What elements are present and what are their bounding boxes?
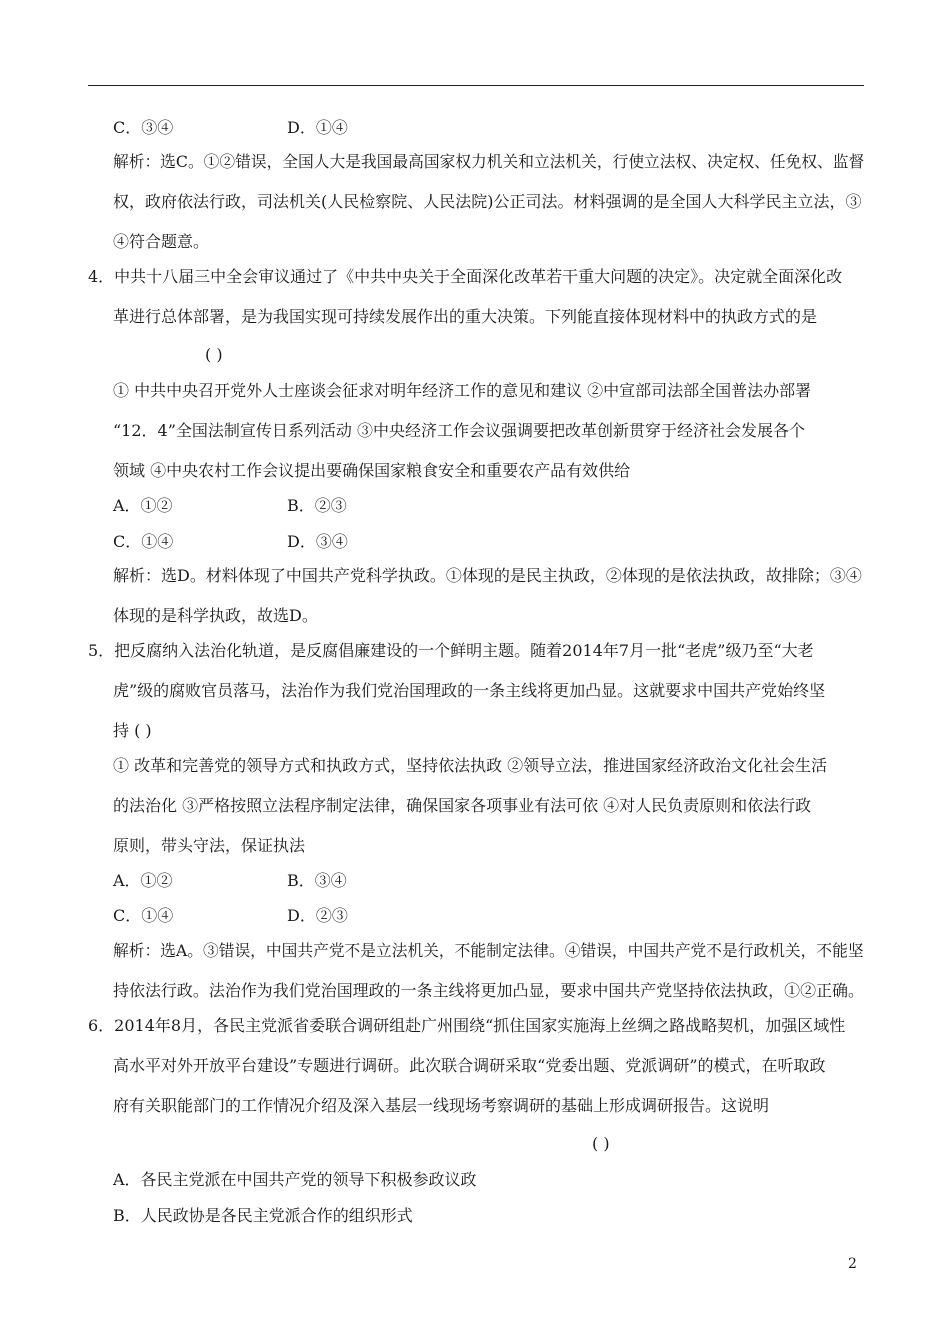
answer-blank: ( )	[592, 1134, 610, 1153]
question-5-statements: ① 改革和完善党的领导方式和执政方式，坚持依法执政 ②领导立法，推进国家经济政治文化社会生活	[113, 756, 828, 775]
question-4-statements: 领域 ④中央农村工作会议提出要确保国家粮食安全和重要农产品有效供给	[113, 461, 631, 480]
option-c: C．①④	[113, 532, 174, 551]
option-b: B．②③	[287, 496, 347, 515]
option-a: A．①②	[113, 871, 173, 890]
page-number: 2	[848, 1256, 857, 1272]
question-5-statements: 的法治化 ③严格按照立法程序制定法律，确保国家各项事业有法可依 ④对人民负责原则和依法行政	[113, 796, 812, 815]
header-rule	[88, 85, 864, 86]
analysis-line: 解析：选C。①②错误，全国人大是我国最高国家权力机关和立法机关，行使立法权、决定权、任免权、监督	[113, 152, 865, 171]
option-b: B．人民政协是各民主党派合作的组织形式	[113, 1206, 413, 1225]
option-d: D．②③	[287, 906, 348, 925]
question-6-stem: 高水平对外开放平台建设”专题进行调研。此次联合调研采取“党委出题、党派调研”的模式，在听取政	[113, 1056, 826, 1075]
option-c: C．③④	[113, 118, 174, 137]
analysis-line: 解析：选D。材料体现了中国共产党科学执政。①体现的是民主执政，②体现的是依法执政，故排除；③④	[113, 566, 862, 585]
question-4-statements: “12．4”全国法制宣传日系列活动 ③中央经济工作会议强调要把改革创新贯穿于经济社会发展各个	[113, 421, 805, 440]
question-5-statements: 原则，带头守法，保证执法	[113, 836, 306, 855]
question-4-stem: 革进行总体部署，是为我国实现可持续发展作出的重大决策。下列能直接体现材料中的执政方式的是	[113, 307, 818, 326]
option-c: C．①④	[113, 906, 174, 925]
option-b: B．③④	[287, 871, 347, 890]
analysis-line: 权，政府依法行政，司法机关(人民检察院、人民法院)公正司法。材料强调的是全国人大科学民主立法，③	[113, 192, 862, 211]
analysis-line: ④符合题意。	[113, 232, 210, 251]
question-5-stem: 持 ( )	[113, 721, 152, 740]
answer-blank: ( )	[205, 345, 223, 364]
option-a: A．①②	[113, 496, 173, 515]
option-d: D．①④	[287, 118, 348, 137]
analysis-line: 解析：选A。③错误，中国共产党不是立法机关，不能制定法律。④错误，中国共产党不是行政机关，不能坚	[113, 941, 864, 960]
analysis-line: 体现的是科学执政，故选D。	[113, 606, 318, 625]
option-d: D．③④	[287, 532, 348, 551]
option-a: A．各民主党派在中国共产党的领导下积极参政议政	[113, 1170, 477, 1189]
question-5-stem: 5．把反腐纳入法治化轨道，是反腐倡廉建设的一个鲜明主题。随着2014年7月一批“老虎”级乃至“大老	[88, 641, 814, 660]
question-4-stem: 4．中共十八届三中全会审议通过了《中共中央关于全面深化改革若干重大问题的决定》。决定就全面深化改	[88, 267, 843, 286]
question-5-stem: 虎”级的腐败官员落马，法治作为我们党治国理政的一条主线将更加凸显。这就要求中国共产党始终坚	[113, 681, 826, 700]
question-6-stem: 府有关职能部门的工作情况介绍及深入基层一线现场考察调研的基础上形成调研报告。这说明	[113, 1096, 770, 1115]
question-6-stem: 6．2014年8月，各民主党派省委联合调研组赴广州围绕“抓住国家实施海上丝绸之路战略契机，加强区域性	[88, 1016, 846, 1035]
analysis-line: 持依法行政。法治作为我们党治国理政的一条主线将更加凸显，要求中国共产党坚持依法执政，①②正确。	[113, 981, 865, 1000]
question-4-statements: ① 中共中央召开党外人士座谈会征求对明年经济工作的意见和建议 ②中宣部司法部全国普法办部署	[113, 381, 812, 400]
